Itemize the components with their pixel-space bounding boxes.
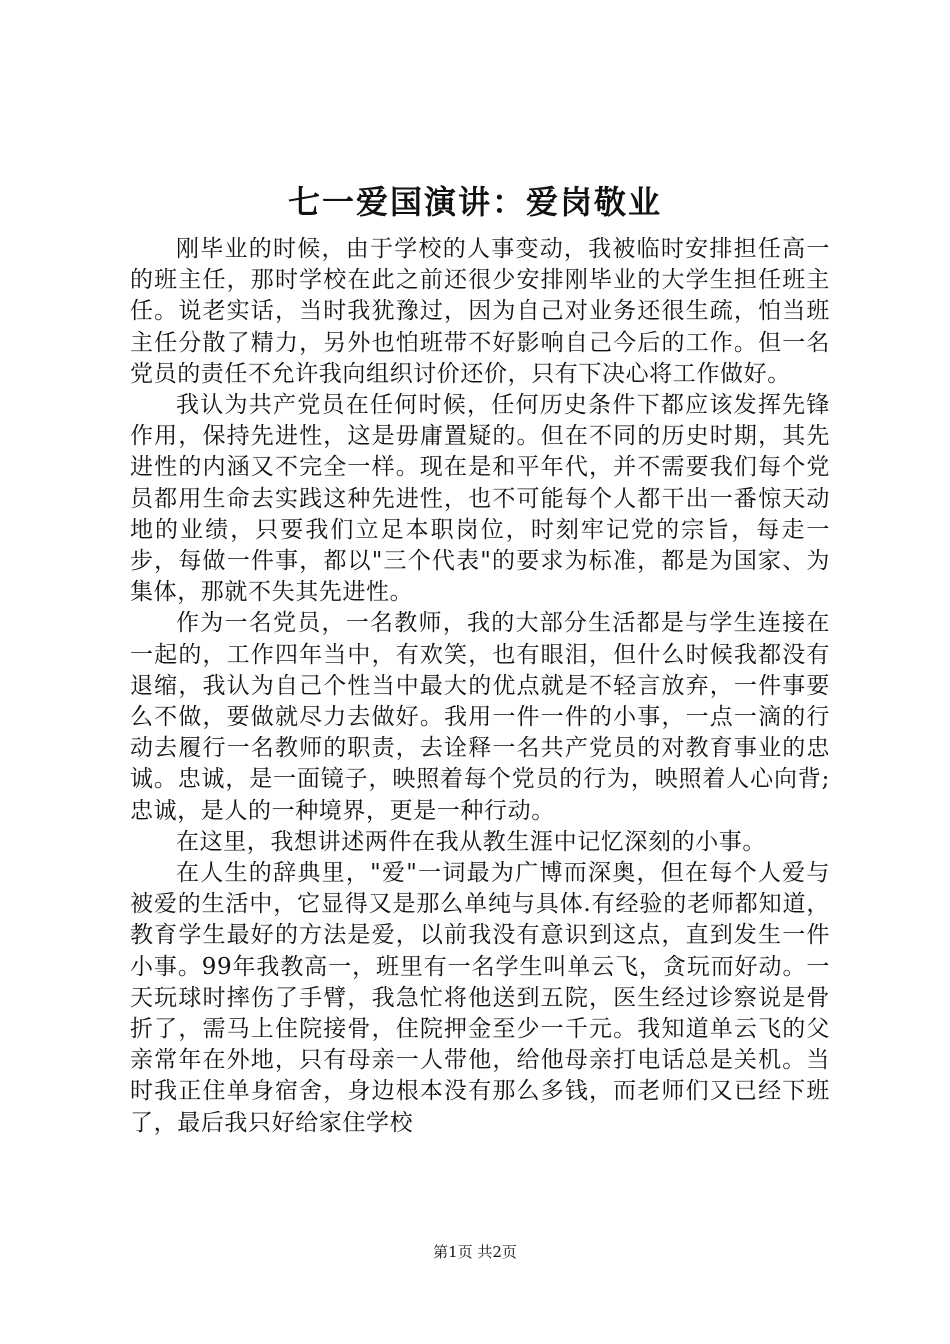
document-title: 七一爱国演讲：爱岗敬业 bbox=[287, 183, 662, 221]
paragraph: 我认为共产党员在任何时候，任何历史条件下都应该发挥先锋作用，保持先进性，这是毋庸置疑的。但在不同的历史时期，其先进性的内涵又不完全一样。现在是和平年代，并不需要我们每个党员都用生命去实践这种先进性，也不可能每个人都干出一番惊天动地的业绩，只要我们立足本职岗位，时刻牢记党的宗旨，每走一步，每做一件事，都以"三个代表"的要求为标准，都是为国家、为集体，那就不失其先进性。 bbox=[130, 392, 830, 606]
document-body bbox=[130, 234, 830, 1139]
page-footer: 第1页 共2页 bbox=[433, 1243, 517, 1261]
paragraph: 刚毕业的时候，由于学校的人事变动，我被临时安排担任高一的班主任，那时学校在此之前还很少安排刚毕业的大学生担任班主任。说老实话，当时我犹豫过，因为自己对业务还很生疏，怕当班主任分散了精力，另外也怕班带不好影响自己今后的工作。但一名党员的责任不允许我向组织讨价还价，只有下决心将工作做好。 bbox=[130, 236, 830, 387]
paragraph: 作为一名党员，一名教师，我的大部分生活都是与学生连接在一起的，工作四年当中，有欢笑，也有眼泪，但什么时候我都没有退缩，我认为自己个性当中最大的优点就是不轻言放弃，一件事要么不做，要做就尽力去做好。我用一件一件的小事，一点一滴的行动去履行一名教师的职责，去诠释一名共产党员的对教育事业的忠诚。忠诚，是一面镜子，映照着每个党员的行为，映照着人心向背;忠诚，是人的一种境界，更是一种行动。 bbox=[130, 610, 830, 824]
paragraph: 在这里，我想讲述两件在我从教生涯中记忆深刻的小事。 bbox=[176, 828, 766, 855]
paragraph: 在人生的辞典里，"爱"一词最为广博而深奥，但在每个人爱与被爱的生活中，它显得又是那么单纯与具体.有经验的老师都知道，教育学生最好的方法是爱，以前我没有意识到这点，直到发生一件小事。99年我教高一，班里有一名学生叫单云飞，贪玩而好动。一天玩球时摔伤了手臂，我急忙将他送到五院，医生经过诊察说是骨折了，需马上住院接骨，住院押金至少一千元。我知道单云飞的父亲常年在外地，只有母亲一人带他，给他母亲打电话总是关机。当时我正住单身宿舍，身边根本没有那么多钱，而老师们又已经下班了，最后我只好给家住学校 bbox=[130, 860, 830, 1136]
